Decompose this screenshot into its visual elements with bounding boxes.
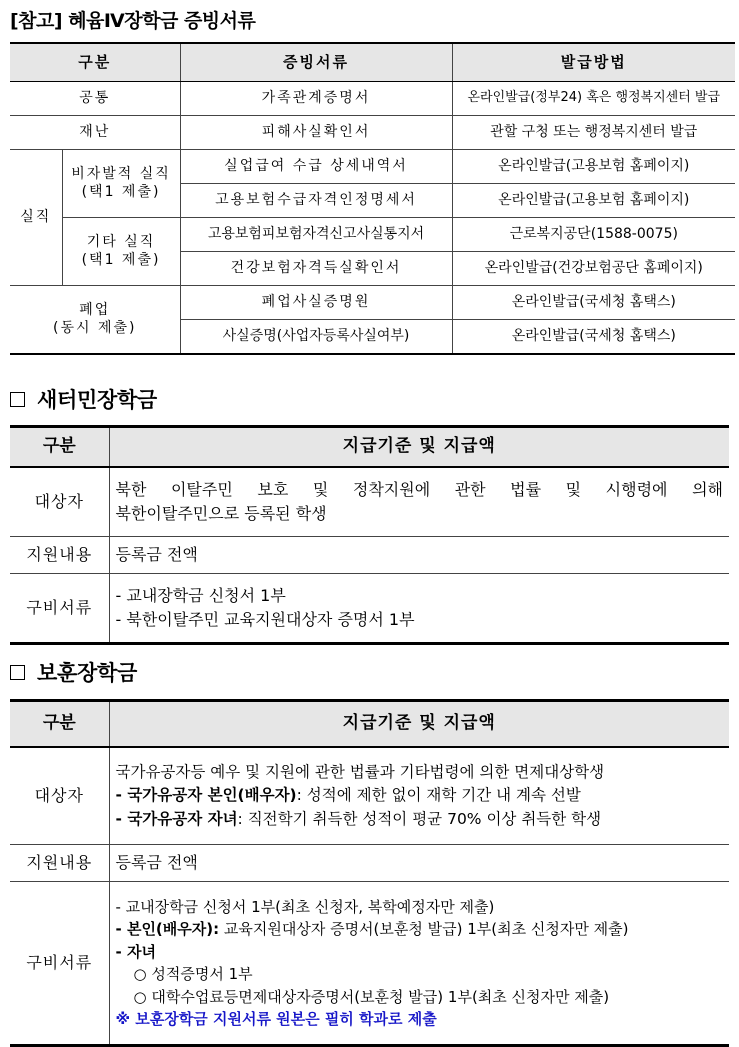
- section-title-text: 새터민장학금: [37, 388, 157, 412]
- notice-text: ※ 보훈장학금 지원서류 원본은 필히 학과로 제출: [115, 1010, 437, 1028]
- document-cell: 가족관계증명서: [180, 82, 452, 116]
- category-disaster: 재난: [10, 116, 180, 150]
- support-value: 등록금 전액: [109, 537, 729, 574]
- subcategory-note: (택1 제출): [81, 183, 161, 200]
- target-line: 북한 이탈주민 보호 및 정착지원에 관한 법률 및 시행령에 의해: [115, 480, 723, 499]
- target-rest: : 직전학기 취득한 성적이 평균 70% 이상 취득한 학생: [237, 809, 602, 828]
- method-cell: 온라인발급(국세청 홈택스): [452, 286, 735, 320]
- method-cell: 온라인발급(건강보험공단 홈페이지): [452, 252, 735, 286]
- table-row: [10, 574, 729, 644]
- method-cell: 온라인발급(국세청 홈택스): [452, 320, 735, 355]
- checkbox-square-icon: [10, 665, 25, 680]
- category-unemployment: 실직: [10, 150, 62, 286]
- header-category: 구분: [10, 701, 109, 748]
- table-header-row: [10, 427, 729, 468]
- table-row: [10, 82, 735, 116]
- doc-subitem: ○ 대학수업료등면제대상자증명서(보훈청 발급) 1부(최초 신청자만 제출): [133, 987, 610, 1006]
- subcategory-other: [62, 218, 180, 286]
- table-row: [10, 467, 729, 537]
- saeteomin-table: [10, 425, 729, 645]
- header-document: 증빙서류: [180, 43, 452, 82]
- header-method: 발급방법: [452, 43, 735, 82]
- document-cell: 피해사실확인서: [180, 116, 452, 150]
- document-cell: 실업급여 수급 상세내역서: [180, 150, 452, 184]
- table-row: [10, 882, 729, 1046]
- target-rest: : 성적에 제한 없이 재학 기간 내 계속 선발: [296, 786, 581, 805]
- bohun-section-title: [10, 657, 137, 687]
- target-line: 국가유공자등 예우 및 지원에 관한 법률과 기타법령에 의한 면제대상학생: [115, 763, 605, 782]
- header-category: 구분: [10, 427, 109, 468]
- subcategory-note: (택1 제출): [81, 251, 161, 268]
- category-common: 공통: [10, 82, 180, 116]
- subcategory-involuntary: [62, 150, 180, 218]
- target-line: [116, 808, 724, 831]
- document-cell: 사실증명(사업자등록사실여부): [180, 320, 452, 355]
- category-label: 폐업: [79, 302, 111, 318]
- section-title-text: 보훈장학금: [37, 661, 137, 685]
- evidence-documents-table: [10, 42, 735, 355]
- target-label: 대상자: [10, 467, 109, 537]
- target-content: [109, 747, 729, 845]
- document-cell: 고용보험수급자격인정명세서: [180, 184, 452, 218]
- table-row: [10, 537, 729, 574]
- table-row: [10, 286, 735, 320]
- support-value: 등록금 전액: [109, 845, 729, 882]
- doc-bold: - 본인(배우자):: [115, 920, 220, 938]
- header-category: 구분: [10, 43, 180, 82]
- table-header-row: [10, 701, 729, 748]
- table-row: [10, 150, 735, 184]
- doc-item: - 북한이탈주민 교육지원대상자 증명서 1부: [115, 610, 415, 629]
- checkbox-square-icon: [10, 392, 25, 407]
- docs-content: [109, 574, 729, 644]
- category-note: (동시 제출): [53, 319, 137, 336]
- doc-subitem: ○ 성적증명서 1부: [133, 965, 253, 983]
- doc-item: [116, 918, 724, 941]
- docs-label: 구비서류: [10, 882, 109, 1046]
- header-criteria: 지급기준 및 지급액: [109, 701, 729, 748]
- target-bold: - 국가유공자 자녀: [115, 809, 238, 828]
- target-label: 대상자: [10, 747, 109, 845]
- saeteomin-section-title: [10, 384, 157, 414]
- method-cell: 근로복지공단(1588-0075): [452, 218, 735, 252]
- table-row: [10, 747, 729, 845]
- target-bold: - 국가유공자 본인(배우자): [115, 786, 297, 805]
- target-content: [109, 467, 729, 537]
- table-header-row: [10, 43, 735, 82]
- support-label: 지원내용: [10, 845, 109, 882]
- support-label: 지원내용: [10, 537, 109, 574]
- table-row: [10, 218, 735, 252]
- table-row: [10, 116, 735, 150]
- category-closure: [10, 286, 180, 355]
- document-cell: 건강보험자격득실확인서: [180, 252, 452, 286]
- doc-item: - 교내장학금 신청서 1부: [115, 586, 286, 605]
- doc-rest: 교육지원대상자 증명서(보훈청 발급) 1부(최초 신청자만 제출): [219, 920, 629, 938]
- method-cell: 온라인발급(고용보험 홈페이지): [452, 150, 735, 184]
- target-line: [116, 784, 724, 807]
- reference-title: [참고] 혜윰Ⅳ장학금 증빙서류: [10, 10, 256, 32]
- doc-item: - 자녀: [115, 942, 156, 961]
- docs-label: 구비서류: [10, 574, 109, 644]
- method-cell: 온라인발급(정부24) 혹은 행정복지센터 발급: [452, 82, 735, 116]
- subcategory-label: 기타 실직: [86, 234, 156, 250]
- doc-item: - 교내장학금 신청서 1부(최초 신청자, 복학예정자만 제출): [115, 897, 495, 916]
- document-cell: 고용보험피보험자격신고사실통지서: [180, 218, 452, 252]
- header-criteria: 지급기준 및 지급액: [109, 427, 729, 468]
- subcategory-label: 비자발적 실직: [71, 166, 171, 182]
- docs-content: [109, 882, 729, 1046]
- method-cell: 관할 구청 또는 행정복지센터 발급: [452, 116, 735, 150]
- target-line: 북한이탈주민으로 등록된 학생: [115, 504, 327, 523]
- document-cell: 폐업사실증명원: [180, 286, 452, 320]
- method-cell: 온라인발급(고용보험 홈페이지): [452, 184, 735, 218]
- table-row: [10, 845, 729, 882]
- bohun-table: [10, 699, 729, 1047]
